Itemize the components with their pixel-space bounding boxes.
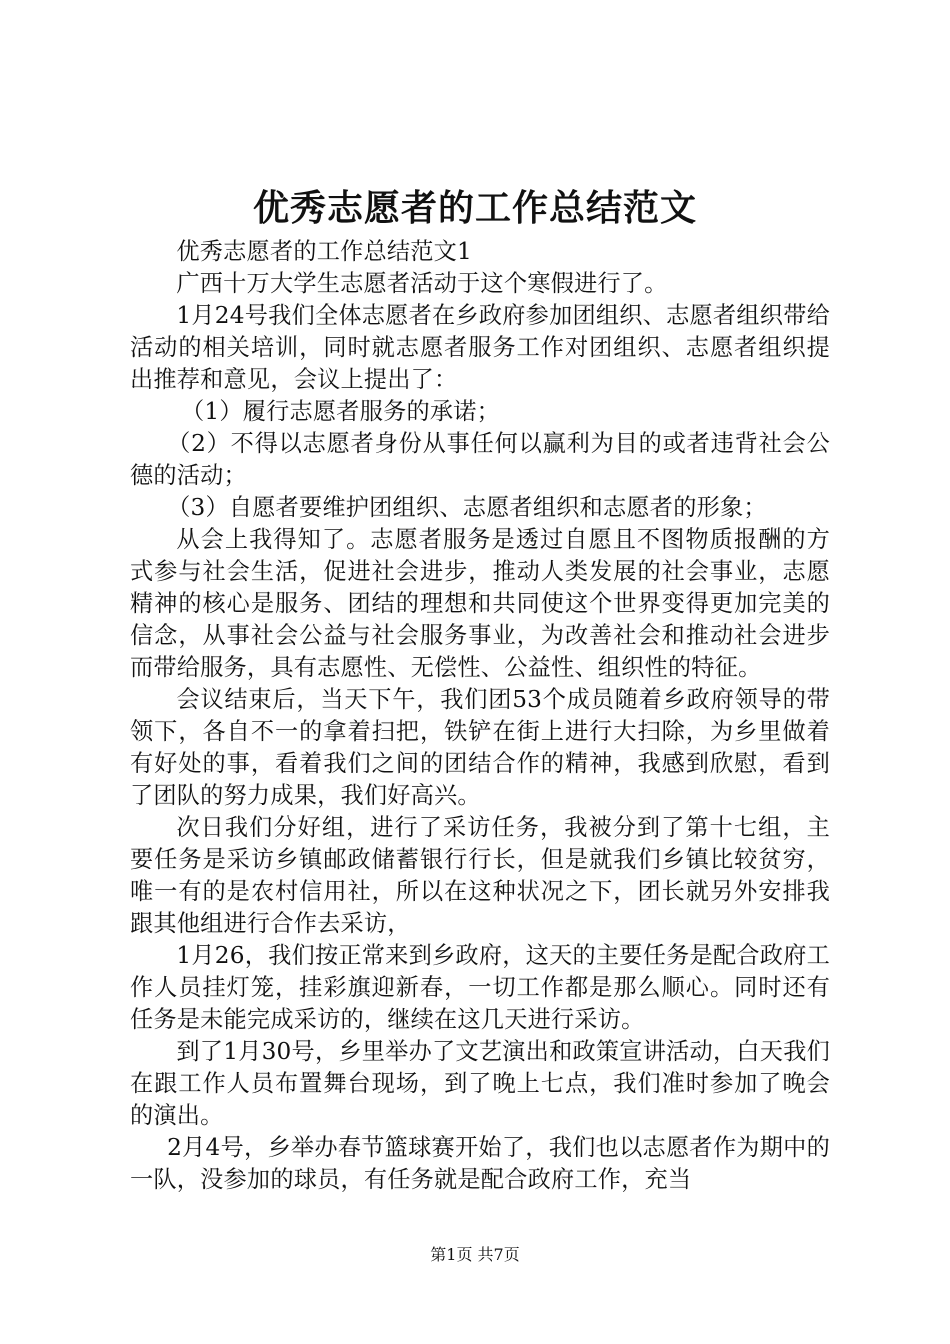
paragraph: 次日我们分好组，进行了采访任务，我被分到了第十七组，主要任务是采访乡镇邮政储蓄银行行长，但是就我们乡镇比较贫穷，唯一有的是农村信用社，所以在这种状况之下，团长就另外安排我跟其他组进行合作去采访， [130,814,830,937]
document-body [130,236,830,1196]
paragraph: 2月4号，乡举办春节篮球赛开始了，我们也以志愿者作为期中的一队，没参加的球员，有任务就是配合政府工作，充当 [130,1134,830,1193]
list-item: （2）不得以志愿者身份从事任何以赢利为目的或者违背社会公德的活动； [130,430,830,489]
paragraph: 到了1月30号，乡里举办了文艺演出和政策宣讲活动，白天我们在跟工作人员布置舞台现场，到了晚上七点，我们准时参加了晚会的演出。 [130,1038,830,1129]
paragraph: 1月26，我们按正常来到乡政府，这天的主要任务是配合政府工作人员挂灯笼，挂彩旗迎新春，一切工作都是那么顺心。同时还有任务是未能完成采访的，继续在这几天进行采访。 [130,942,830,1033]
paragraph: 从会上我得知了。志愿者服务是透过自愿且不图物质报酬的方式参与社会生活，促进社会进步，推动人类发展的社会事业，志愿精神的核心是服务、团结的理想和共同使这个世界变得更加完美的信念，从事社会公益与社会服务事业，为改善社会和推动社会进步而带给服务，具有志愿性、无偿性、公益性、组织性的特征。 [130,526,830,681]
paragraph: 会议结束后，当天下午，我们团53个成员随着乡政府领导的带领下，各自不一的拿着扫把，铁铲在街上进行大扫除，为乡里做着有好处的事，看着我们之间的团结合作的精神，我感到欣慰，看到了团队的努力成果，我们好高兴。 [130,686,830,809]
list-item: （1）履行志愿者服务的承诺； [181,398,501,425]
list-item: （3）自愿者要维护团组织、志愿者组织和志愿者的形象； [167,494,767,521]
page-footer: 第1页 共7页 [430,1245,520,1264]
paragraph: 1月24号我们全体志愿者在乡政府参加团组织、志愿者组织带给活动的相关培训，同时就志愿者服务工作对团组织、志愿者组织提出推荐和意见，会议上提出了： [130,302,830,393]
document-title: 优秀志愿者的工作总结范文 [252,187,697,229]
paragraph-heading: 优秀志愿者的工作总结范文1 [176,238,472,265]
paragraph: 广西十万大学生志愿者活动于这个寒假进行了。 [176,270,668,297]
